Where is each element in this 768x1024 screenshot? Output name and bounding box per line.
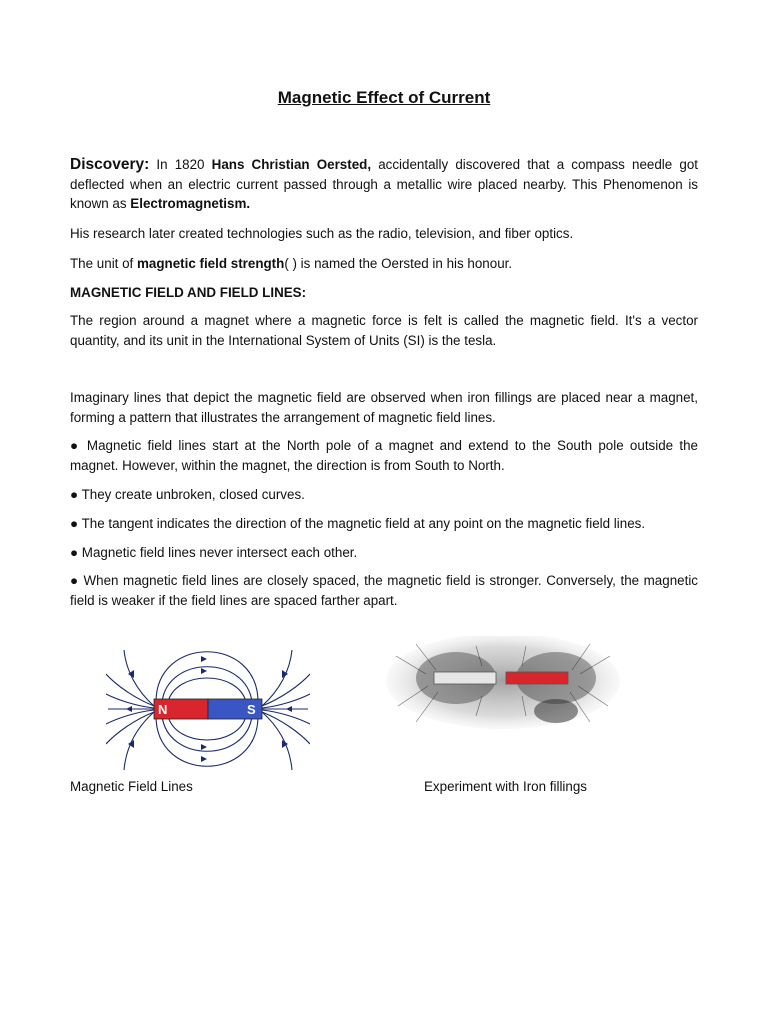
discovery-text-2: accidentally discovered that a compass needle got deflected when an electric current passed through a metallic wire placed nearby. This Phenomenon is known as	[70, 157, 698, 211]
bullet-item: ● The tangent indicates the direction of the magnetic field at any point on the magnetic field lines.	[70, 516, 646, 531]
field-strength-term: magnetic field strength	[137, 256, 285, 271]
bar-magnet-field-lines-figure	[106, 650, 310, 770]
discovery-label: Discovery:	[70, 156, 150, 173]
research-paragraph: His research later created technologies such as the radio, television, and fiber optics.	[70, 226, 574, 241]
bullet-item: ● They create unbroken, closed curves.	[70, 487, 305, 502]
bullet-item: ● Magnetic field lines start at the North pole of a magnet and extend to the South pole outside the magnet. However, within the magnet, the direction is from South to North.	[70, 438, 698, 473]
right-figure-caption: Experiment with Iron fillings	[424, 779, 587, 794]
unit-paragraph	[70, 254, 698, 274]
bullet-item: ● Magnetic field lines never intersect each other.	[70, 545, 358, 560]
unit-text-2: ( ) is named the Oersted in his honour.	[284, 256, 513, 271]
unit-text-1: The unit of	[70, 256, 137, 271]
south-pole-label: S	[247, 702, 256, 717]
section-heading: MAGNETIC FIELD AND FIELD LINES:	[70, 285, 307, 300]
page-title: Magnetic Effect of Current	[277, 88, 491, 107]
bullet-item: ● When magnetic field lines are closely spaced, the magnetic field is stronger. Conversely, the magnetic field is weaker if the field lines are spaced farther apart.	[70, 573, 698, 608]
discovery-text-1: In 1820	[149, 157, 212, 172]
region-paragraph: The region around a magnet where a magnetic force is felt is called the magnetic field. It's a vector quantity, and its unit in the International System of Units (SI) is the tesla.	[70, 313, 698, 348]
imaginary-paragraph: Imaginary lines that depict the magnetic field are observed when iron fillings are placed near a magnet, forming a pattern that illustrates the arrangement of magnetic field lines.	[70, 390, 698, 425]
discovery-paragraph	[70, 155, 698, 214]
left-figure-caption: Magnetic Field Lines	[70, 779, 193, 794]
electromagnetism-term: Electromagnetism.	[130, 196, 251, 211]
iron-filings-photo	[386, 636, 620, 732]
north-pole-label: N	[158, 702, 168, 717]
oersted-name: Hans Christian Oersted,	[211, 157, 372, 172]
